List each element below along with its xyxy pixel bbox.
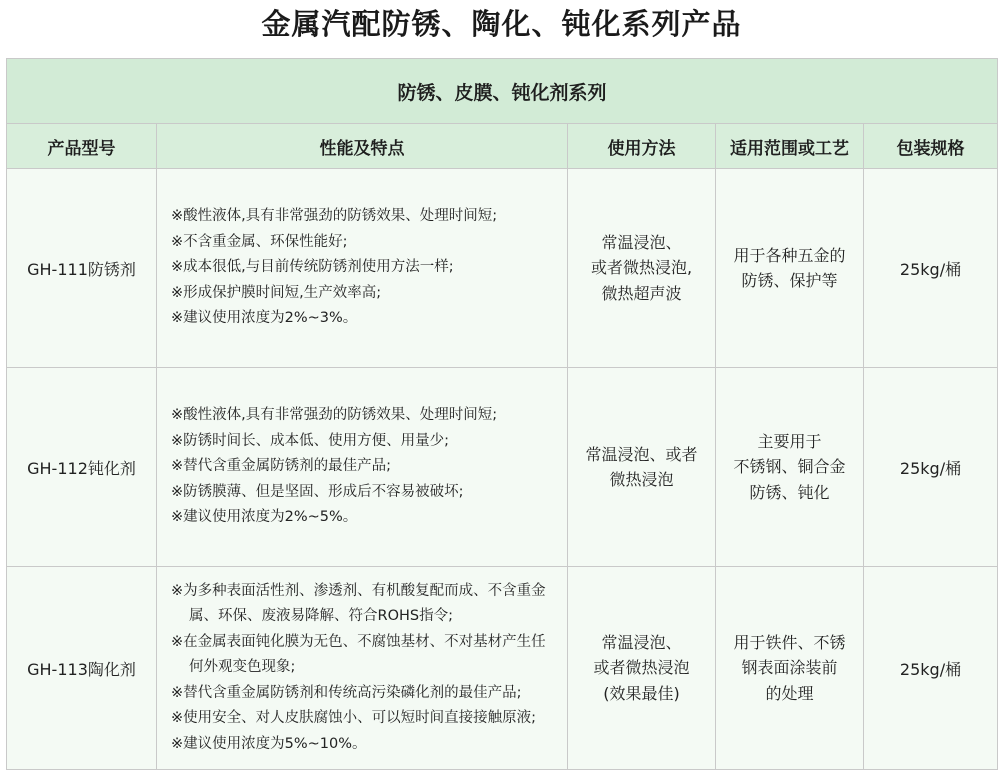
- column-header-features: 性能及特点: [157, 124, 568, 169]
- feature-item: ※酸性液体,具有非常强劲的防锈效果、处理时间短;: [171, 208, 498, 225]
- usage-method: [568, 567, 716, 770]
- application-scope-line: 钢表面涂装前: [741, 658, 838, 678]
- product-model: GH-111防锈剂: [7, 169, 157, 368]
- product-table: [6, 58, 998, 770]
- table-row: [7, 567, 998, 770]
- feature-item: ※使用安全、对人皮肤腐蚀小、可以短时间直接接触原液;: [171, 710, 537, 727]
- table-row: [7, 169, 998, 368]
- feature-item: ※成本很低,与目前传统防锈剂使用方法一样;: [171, 259, 454, 276]
- packaging-spec: 25kg/桶: [864, 368, 998, 567]
- application-scope-line: 防锈、钝化: [749, 482, 830, 502]
- application-scope-line: 的处理: [765, 683, 814, 703]
- column-header-packaging: 包装规格: [864, 124, 998, 169]
- feature-item: ※酸性液体,具有非常强劲的防锈效果、处理时间短;: [171, 407, 498, 424]
- feature-item: ※建议使用浓度为2%~5%。: [171, 509, 358, 526]
- feature-item: ※形成保护膜时间短,生产效率高;: [171, 284, 382, 301]
- usage-method-line: 常温浸泡、: [601, 632, 682, 652]
- table-row: [7, 368, 998, 567]
- product-features: [157, 169, 568, 368]
- section-header: 防锈、皮膜、钝化剂系列: [7, 59, 998, 124]
- feature-item: ※不含重金属、环保性能好;: [171, 233, 348, 250]
- application-scope: [716, 567, 864, 770]
- usage-method-line: 或者微热浸泡: [593, 658, 690, 678]
- usage-method-line: 微热超声波: [601, 283, 682, 303]
- feature-item: ※建议使用浓度为2%~3%。: [171, 310, 358, 327]
- feature-item: ※防锈膜薄、但是坚固、形成后不容易被破坏;: [171, 483, 464, 500]
- application-scope-line: 用于铁件、不锈: [733, 632, 846, 652]
- packaging-spec: 25kg/桶: [864, 567, 998, 770]
- feature-item: ※建议使用浓度为5%~10%。: [171, 735, 367, 752]
- column-header-row: [7, 124, 998, 169]
- application-scope-line: 用于各种五金的: [733, 245, 846, 265]
- usage-method-line: 微热浸泡: [609, 470, 674, 489]
- column-header-model: 产品型号: [7, 124, 157, 169]
- feature-item: ※替代含重金属防锈剂的最佳产品;: [171, 458, 392, 475]
- page-title: 金属汽配防锈、陶化、钝化系列产品: [261, 7, 742, 41]
- feature-item: ※防锈时间长、成本低、使用方便、用量少;: [171, 432, 450, 449]
- product-model: GH-113陶化剂: [7, 567, 157, 770]
- product-model: GH-112钝化剂: [7, 368, 157, 567]
- usage-method-line: 常温浸泡、: [601, 232, 682, 252]
- feature-item: ※为多种表面活性剂、渗透剂、有机酸复配而成、不含重金属、环保、废液易降解、符合ROHS指令;: [171, 582, 546, 625]
- application-scope-line: 防锈、保护等: [741, 271, 838, 290]
- usage-method-line: (效果最佳): [603, 683, 680, 703]
- usage-method: [568, 169, 716, 368]
- usage-method-line: 常温浸泡、或者: [585, 444, 698, 464]
- feature-item: ※在金属表面钝化膜为无色、不腐蚀基材、不对基材产生任何外观变色现象;: [171, 633, 546, 676]
- application-scope: [716, 368, 864, 567]
- application-scope-line: 不锈钢、铜合金: [733, 457, 846, 477]
- product-features: [157, 368, 568, 567]
- application-scope: [716, 169, 864, 368]
- column-header-scope: 适用范围或工艺: [716, 124, 864, 169]
- usage-method: [568, 368, 716, 567]
- usage-method-line: 或者微热浸泡,: [590, 258, 693, 278]
- packaging-spec: 25kg/桶: [864, 169, 998, 368]
- application-scope-line: 主要用于: [757, 431, 822, 451]
- feature-item: ※替代含重金属防锈剂和传统高污染磷化剂的最佳产品;: [171, 684, 522, 701]
- product-features: [157, 567, 568, 770]
- column-header-method: 使用方法: [568, 124, 716, 169]
